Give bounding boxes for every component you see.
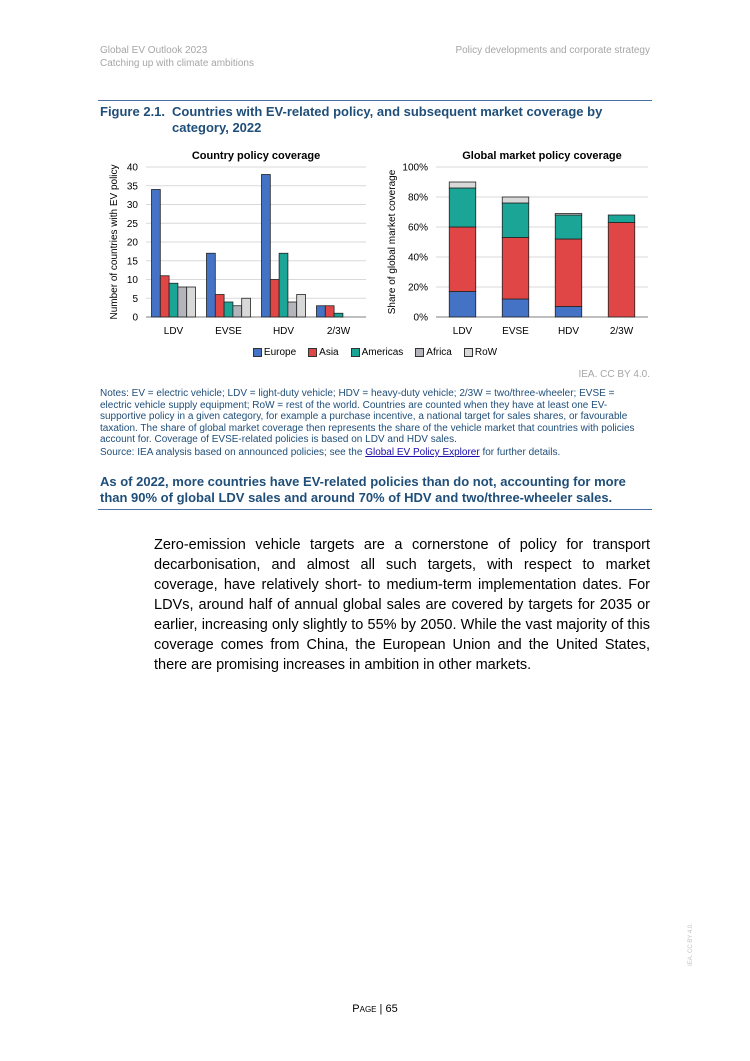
- bar-europe-hdv: [555, 307, 582, 318]
- y-tick-label: 25: [126, 218, 138, 230]
- x-tick-label: 2/3W: [326, 326, 351, 337]
- running-header-left: [100, 44, 254, 70]
- bar-americas-evse: [224, 302, 233, 317]
- side-credit: IEA. CC BY 4.0.: [688, 923, 694, 966]
- source-suffix: for further details.: [479, 447, 561, 458]
- y-axis-label: Number of countries with EV policy: [109, 164, 120, 320]
- legend-item-africa: [415, 347, 452, 358]
- key-message-rule: [98, 509, 652, 510]
- y-tick-label: 20: [126, 237, 138, 249]
- source-prefix: Source: IEA analysis based on announced policies; see the: [100, 447, 366, 458]
- figure-credit: IEA. CC BY 4.0.: [578, 369, 650, 380]
- bar-americas-evse: [502, 203, 529, 238]
- bar-asia-2-3w: [325, 306, 334, 317]
- page-number: [0, 1003, 750, 1015]
- y-tick-label: 35: [126, 181, 138, 193]
- market-coverage-chart: [380, 145, 650, 335]
- y-tick-label: 30: [126, 200, 138, 211]
- y-tick-label: 10: [126, 275, 138, 286]
- bar-row-ldv: [187, 287, 196, 317]
- legend-item-row: [464, 347, 497, 358]
- legend-item-asia: [308, 347, 338, 358]
- bar-africa-hdv: [288, 302, 297, 317]
- x-tick-label: 2/3W: [609, 326, 634, 337]
- legend-swatch-europe: [253, 348, 262, 357]
- bar-europe-ldv: [152, 190, 161, 318]
- page-separator: |: [376, 1003, 386, 1015]
- x-tick-label: HDV: [557, 326, 580, 337]
- figure-source: [100, 447, 648, 459]
- bar-row-hdv: [297, 295, 306, 318]
- y-tick-label: 60%: [407, 222, 428, 234]
- x-tick-label: LDV: [163, 326, 184, 337]
- legend-label: RoW: [474, 347, 498, 358]
- body-paragraph: Zero-emission vehicle targets are a cornerstone of policy for transport decarbonisation, and almost all such targets, with respect to market coverage, have relatively short- to medium-term implementation dates. For LDVs, around half of annual global sales are covered by targets for 2035 or earlier, increasing only slightly to 55% by 2050. While the vast majority of this coverage comes from China, the European Union and the United States, there are promising increases in ambition in other markets.: [154, 537, 650, 673]
- running-header-chapter: Policy developments and corporate strategy: [455, 45, 650, 56]
- chart-title: Global market policy coverage: [462, 150, 622, 162]
- header-report-title: Global EV Outlook 2023: [100, 45, 208, 56]
- x-tick-label: HDV: [272, 326, 295, 337]
- bar-asia-hdv: [270, 280, 279, 318]
- bar-row-hdv: [555, 214, 582, 216]
- y-tick-label: 100%: [402, 162, 428, 174]
- chart-title: Country policy coverage: [191, 150, 321, 162]
- bar-europe-hdv: [262, 175, 271, 318]
- bar-row-evse: [502, 197, 529, 203]
- figure-title: [100, 104, 650, 136]
- y-tick-label: 80%: [407, 192, 428, 204]
- chart-legend: [100, 347, 650, 358]
- y-tick-label: 20%: [407, 282, 428, 294]
- bar-asia-evse: [215, 295, 224, 318]
- x-tick-label: EVSE: [502, 326, 529, 337]
- figure-notes: Notes: EV = electric vehicle; LDV = light-duty vehicle; HDV = heavy-duty vehicle; 2/3W = two/three-wheeler; EVSE = electric vehicle supply equipment; RoW = rest of the world. Countries are counted when they have at least one EV-supportive policy in a given category, for example a purchase incentive, a national target for sales shares, or favourable taxation. The share of global market coverage then represents the share of the vehicle market that countries with policies account for. Coverage of EVSE-related policies is based on LDV and HDV sales.: [100, 388, 635, 445]
- y-tick-label: 40: [126, 162, 138, 174]
- page-word: Page: [352, 1003, 377, 1015]
- bar-europe-2-3w: [317, 306, 326, 317]
- bar-asia-ldv: [160, 276, 169, 317]
- legend-swatch-africa: [415, 348, 424, 357]
- header-report-subtitle: Catching up with climate ambitions: [100, 58, 254, 69]
- bar-asia-hdv: [555, 239, 582, 307]
- x-tick-label: EVSE: [215, 326, 242, 337]
- bar-europe-ldv: [449, 292, 476, 318]
- key-message: As of 2022, more countries have EV-related policies than do not, accounting for more than 90% of global LDV sales and around 70% of HDV and two/three-wheeler sales.: [100, 474, 626, 505]
- bar-americas-hdv: [279, 253, 288, 317]
- legend-item-americas: [351, 347, 404, 358]
- y-tick-label: 40%: [407, 252, 428, 264]
- bar-europe-evse: [502, 299, 529, 317]
- bar-americas-ldv: [169, 283, 178, 317]
- legend-swatch-asia: [308, 348, 317, 357]
- bar-row-ldv: [449, 182, 476, 188]
- bar-americas-ldv: [449, 188, 476, 227]
- bar-americas-hdv: [555, 215, 582, 239]
- bar-asia-2-3w: [608, 223, 635, 318]
- bar-americas-2-3w: [334, 313, 343, 317]
- y-tick-label: 15: [126, 256, 138, 268]
- legend-swatch-row: [464, 348, 473, 357]
- legend-label: Africa: [426, 347, 452, 358]
- y-axis-label: Share of global market coverage: [387, 169, 398, 315]
- page-number-value: 65: [385, 1003, 398, 1015]
- legend-item-europe: [253, 347, 296, 358]
- bar-row-evse: [242, 298, 251, 317]
- legend-label: Asia: [319, 347, 339, 358]
- legend-label: Europe: [263, 347, 297, 358]
- policy-explorer-link[interactable]: Global EV Policy Explorer: [365, 447, 480, 458]
- figure-title-text: Countries with EV-related policy, and subsequent market coverage by category, 2022: [172, 104, 603, 135]
- x-tick-label: LDV: [452, 326, 473, 337]
- legend-label: Americas: [361, 347, 404, 358]
- y-tick-label: 5: [132, 293, 138, 305]
- bar-africa-evse: [233, 306, 242, 317]
- bar-americas-2-3w: [608, 215, 635, 223]
- figure-top-rule: [98, 100, 652, 101]
- bar-asia-evse: [502, 238, 529, 300]
- bar-asia-ldv: [449, 227, 476, 292]
- y-tick-label: 0%: [413, 312, 428, 324]
- legend-swatch-americas: [351, 348, 360, 357]
- bar-africa-ldv: [178, 287, 187, 317]
- bar-europe-evse: [207, 253, 216, 317]
- figure-number: Figure 2.1.: [100, 104, 166, 119]
- country-policy-chart: [100, 145, 370, 335]
- y-tick-label: 0: [132, 312, 138, 324]
